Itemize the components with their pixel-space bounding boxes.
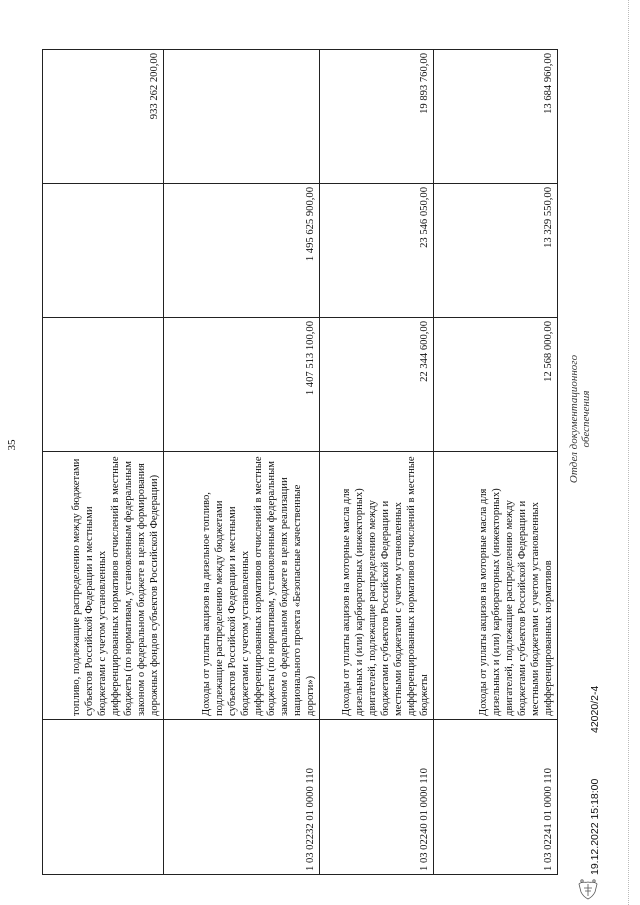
amount-year2: 13 329 550,00 bbox=[434, 184, 558, 318]
amount-year3: 933 262 200,00 bbox=[43, 50, 164, 184]
income-description: Доходы от уплаты акцизов на моторные масла для дизельных и (или) карбюраторных (инжекторных) двигателей, подлежащие распределению между бюджетами субъектов Российской Федерации и местными бюджетами с учетом установленных дифференцированных нормативов bbox=[434, 452, 558, 720]
table-row bbox=[320, 50, 434, 875]
income-description: Доходы от уплаты акцизов на дизельное топливо, подлежащие распределению между бюджетами субъектов Российской Федерации и местными бюджетами с учетом установленных дифференцированных нормативов отчислений в местные бюджеты (по нормативам, установленным федеральным законом о федеральном бюджете в целях реализации национального проекта «Безопасные качественные дороги») bbox=[164, 452, 320, 720]
amount-year1 bbox=[43, 318, 164, 452]
table-row bbox=[164, 50, 320, 875]
amount-year1: 12 568 000,00 bbox=[434, 318, 558, 452]
kbk-code: 1 03 02240 01 0000 110 bbox=[320, 720, 434, 875]
table-row bbox=[43, 50, 164, 875]
kbk-code bbox=[43, 720, 164, 875]
amount-year3: 13 684 960,00 bbox=[434, 50, 558, 184]
coat-of-arms-emblem-icon bbox=[560, 879, 616, 901]
amount-year2: 1 495 625 900,00 bbox=[164, 184, 320, 318]
department-stamp: Отдел документационного обеспечения bbox=[568, 354, 592, 484]
amount-year1: 1 407 513 100,00 bbox=[164, 318, 320, 452]
amount-year2 bbox=[43, 184, 164, 318]
kbk-code: 1 03 02232 01 0000 110 bbox=[164, 720, 320, 875]
table-row bbox=[434, 50, 558, 875]
page-number: 35 bbox=[6, 439, 18, 451]
amount-year3 bbox=[164, 50, 320, 184]
amount-year1: 22 344 600,00 bbox=[320, 318, 434, 452]
registration-datetime: 19.12.2022 15:18:00 bbox=[589, 778, 601, 875]
budget-table bbox=[42, 49, 558, 875]
income-description: Доходы от уплаты акцизов на моторные масла для дизельных и (или) карбюраторных (инжекторных) двигателей, подлежащие распределению между бюджетами субъектов Российской Федерации и местными бюджетами с учетом установленных дифференцированных нормативов отчислений в местные бюджеты bbox=[320, 452, 434, 720]
amount-year3: 19 893 760,00 bbox=[320, 50, 434, 184]
income-description: топливо, подлежащие распределению между бюджетами субъектов Российской Федерации и местными бюджетами с учетом установленных дифференцированных нормативов отчислений в местные бюджеты (по нормативам, установленным федеральным законом о федеральном бюджете в целях формирования дорожных фондов субъектов Российской Федерации) bbox=[43, 452, 164, 720]
kbk-code: 1 03 02241 01 0000 110 bbox=[434, 720, 558, 875]
amount-year2: 23 546 050,00 bbox=[320, 184, 434, 318]
document-number: 42020/2-4 bbox=[589, 685, 601, 733]
scan-artifact-line bbox=[628, 0, 630, 905]
